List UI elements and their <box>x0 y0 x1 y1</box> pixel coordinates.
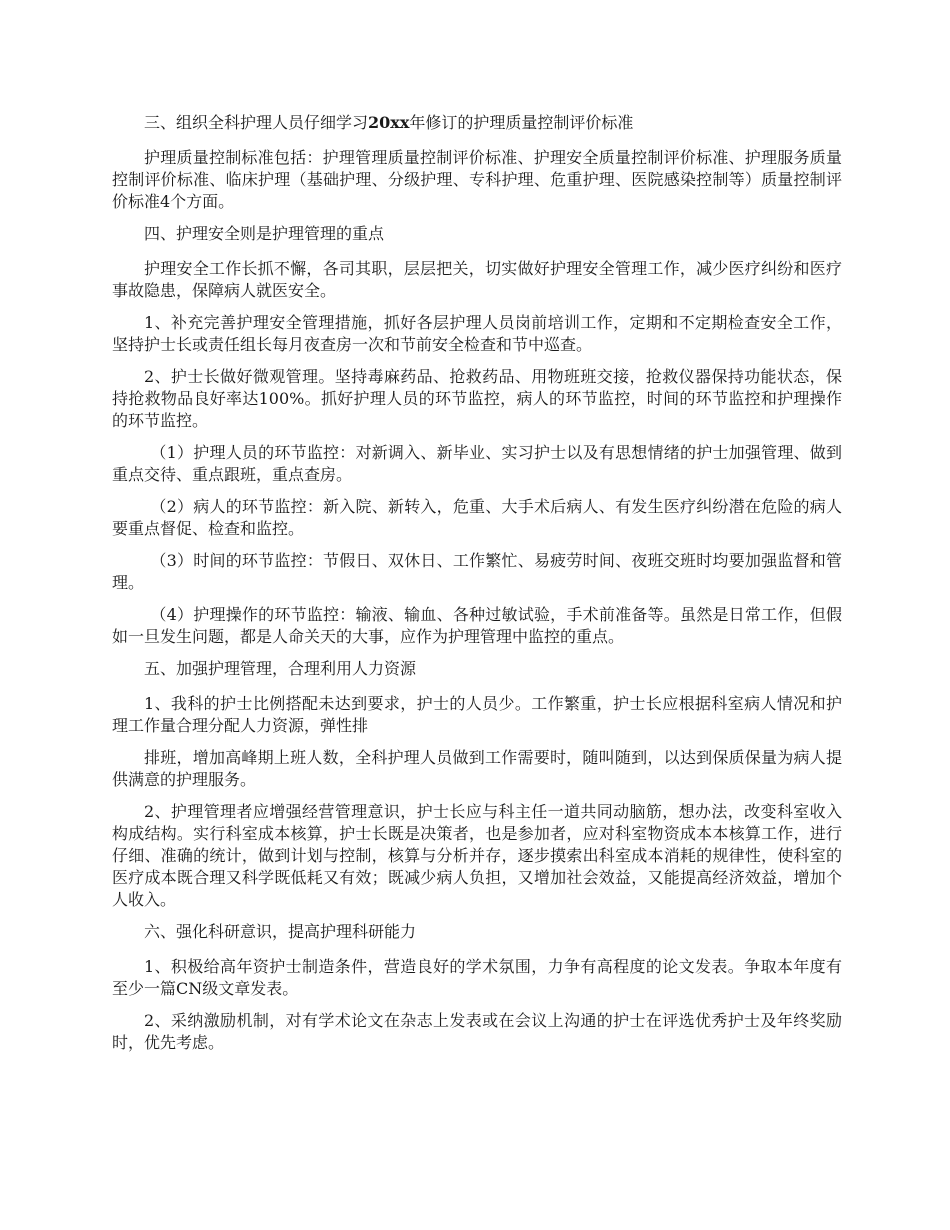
paragraph: 护理安全工作长抓不懈，各司其职，层层把关，切实做好护理安全管理工作，减少医疗纠纷和医疗事故隐患，保障病人就医安全。 <box>112 259 842 300</box>
paragraph: 护理质量控制标准包括：护理管理质量控制评价标准、护理安全质量控制评价标准、护理服务质量控制评价标准、临床护理（基础护理、分级护理、专科护理、危重护理、医院感染控制等）质量控制评价标准4个方面。 <box>112 148 842 211</box>
list-item: 2、护理管理者应增强经营管理意识，护士长应与科主任一道共同动脑筋，想办法，改变科室收入构成结构。实行科室成本核算，护士长既是决策者，也是参加者，应对科室物资成本本核算工作，进行仔细、准确的统计，做到计划与控制，核算与分析并存，逐步摸索出科室成本消耗的规律性，使科室的医疗成本既合理又科学既低耗又有效；既减少病人负担，又增加社会效益，又能提高经济效益，增加个人收入。 <box>112 802 842 909</box>
list-item: 1、我科的护士比例搭配未达到要求，护士的人员少。工作繁重，护士长应根据科室病人情况和护理工作量合理分配人力资源，弹性排 <box>112 694 842 735</box>
section-heading-3: 三、组织全科护理人员仔细学习20xx年修订的护理质量控制评价标准 <box>144 113 634 132</box>
section-heading-4: 四、护理安全则是护理管理的重点 <box>144 224 385 243</box>
sub-list-item: （4）护理操作的环节监控：输液、输血、各种过敏试验，手术前准备等。虽然是日常工作，但假如一旦发生问题，都是人命关天的大事，应作为护理管理中监控的重点。 <box>112 605 842 646</box>
list-item: 2、采纳激励机制，对有学术论文在杂志上发表或在会议上沟通的护士在评选优秀护士及年终奖励时，优先考虑。 <box>112 1011 842 1052</box>
sub-list-item: （3）时间的环节监控：节假日、双休日、工作繁忙、易疲劳时间、夜班交班时均要加强监督和管理。 <box>112 551 842 592</box>
list-item: 1、补充完善护理安全管理措施，抓好各层护理人员岗前培训工作，定期和不定期检查安全工作，坚持护士长或责任组长每月夜查房一次和节前安全检查和节中巡查。 <box>112 313 842 354</box>
sub-list-item: （2）病人的环节监控：新入院、新转入，危重、大手术后病人、有发生医疗纠纷潜在危险的病人要重点督促、检查和监控。 <box>112 497 842 538</box>
list-item: 1、积极给高年资护士制造条件，营造良好的学术氛围，力争有高程度的论文发表。争取本年度有至少一篇CN级文章发表。 <box>112 957 842 998</box>
paragraph: 排班，增加高峰期上班人数，全科护理人员做到工作需要时，随叫随到，以达到保质保量为病人提供满意的护理服务。 <box>112 748 842 789</box>
document-body <box>112 112 842 1064</box>
sub-list-item: （1）护理人员的环节监控：对新调入、新毕业、实习护士以及有思想情绪的护士加强管理、做到重点交待、重点跟班，重点查房。 <box>112 443 842 484</box>
list-item: 2、护士长做好微观管理。坚持毒麻药品、抢救药品、用物班班交接，抢救仪器保持功能状态，保持抢救物品良好率达100%。抓好护理人员的环节监控，病人的环节监控，时间的环节监控和护理操作的环节监控。 <box>112 367 842 430</box>
section-heading-6: 六、强化科研意识，提高护理科研能力 <box>144 922 417 941</box>
year-emphasis: 20xx <box>368 113 410 132</box>
section-heading-5: 五、加强护理管理，合理利用人力资源 <box>144 659 417 678</box>
